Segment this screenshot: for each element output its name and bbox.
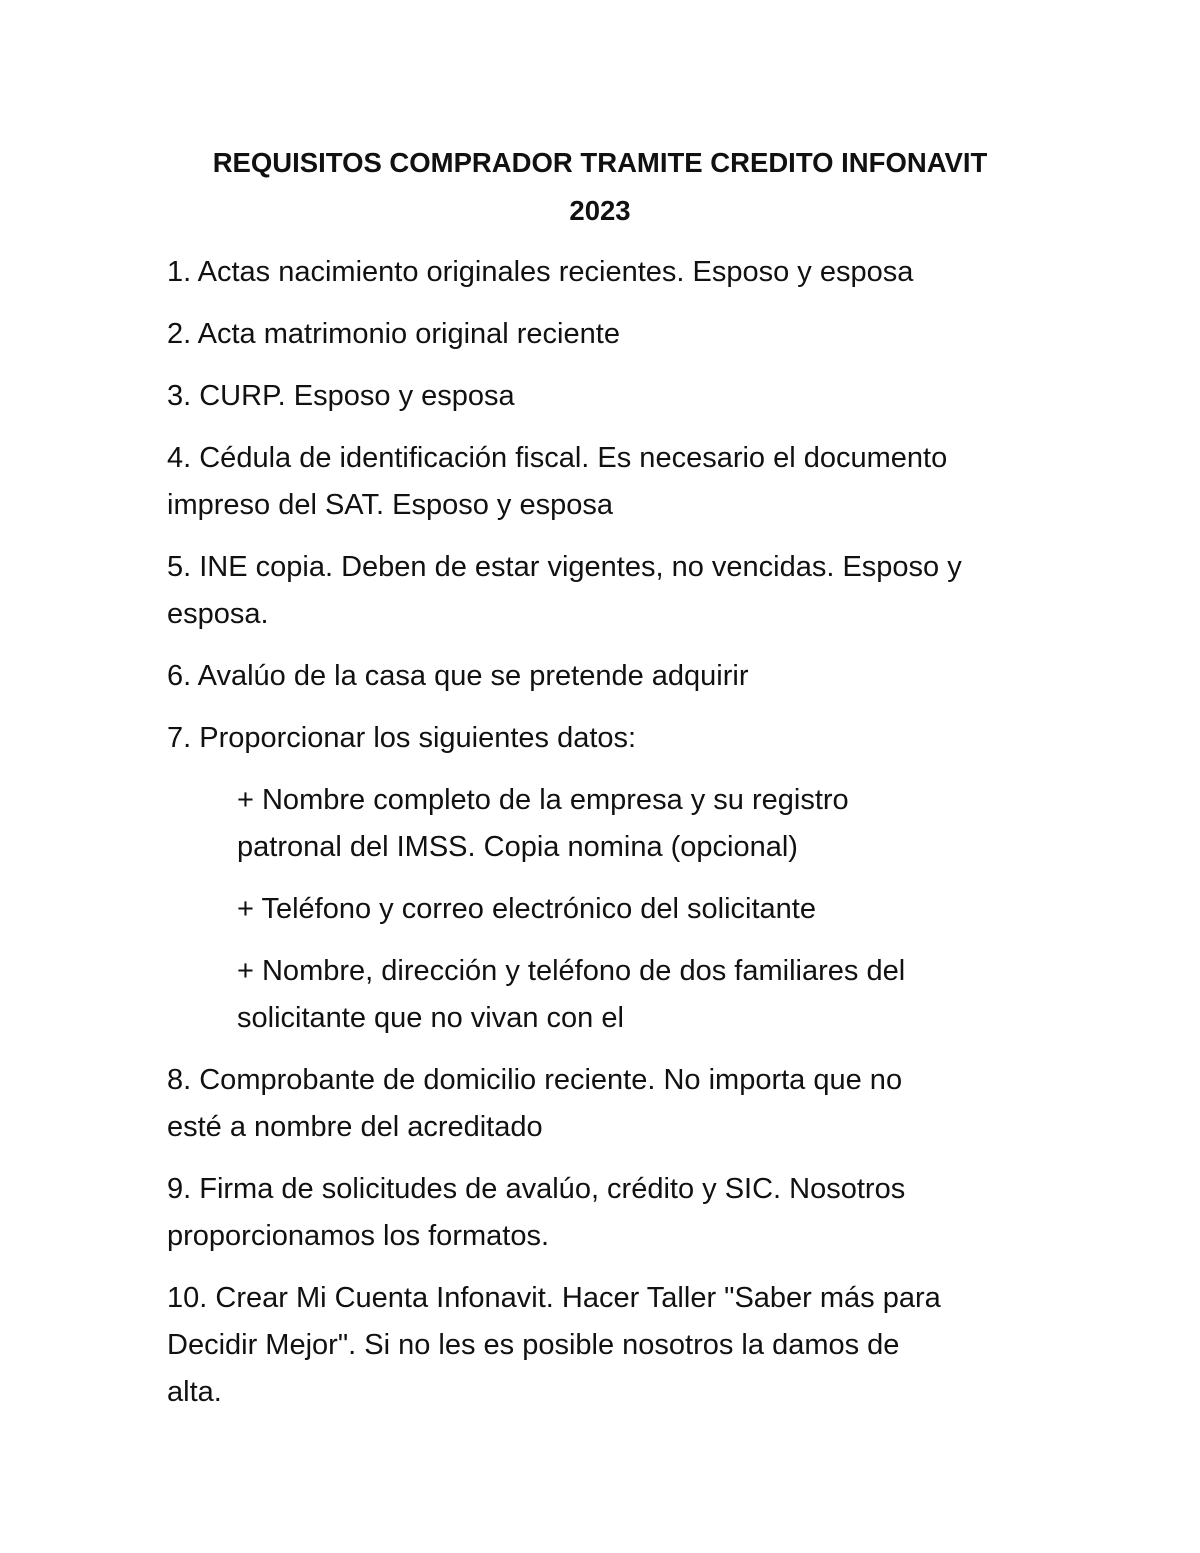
sub-item-1-line-1: + Nombre completo de la empresa y su registro <box>237 784 849 816</box>
list-item-2: 2. Acta matrimonio original reciente <box>167 318 620 350</box>
sub-item-3-line-2: solicitante que no vivan con el <box>237 1002 624 1034</box>
list-item-5-line-2: esposa. <box>167 598 269 630</box>
list-item-10-line-3: alta. <box>167 1376 222 1408</box>
document-title-year <box>150 185 1050 237</box>
list-item-1: 1. Actas nacimiento originales recientes. Esposo y esposa <box>167 256 914 288</box>
list-item-9-line-1: 9. Firma de solicitudes de avalúo, crédito y SIC. Nosotros <box>167 1173 906 1205</box>
list-item-7: 7. Proporcionar los siguientes datos: <box>167 722 637 754</box>
list-item-4-line-1: 4. Cédula de identificación fiscal. Es necesario el documento <box>167 442 948 474</box>
sub-item-3-line-1: + Nombre, dirección y teléfono de dos familiares del <box>237 955 906 987</box>
document-title <box>150 137 1050 189</box>
list-item-6: 6. Avalúo de la casa que se pretende adquirir <box>167 660 749 692</box>
list-item-5-line-1: 5. INE copia. Deben de estar vigentes, no vencidas. Esposo y <box>167 551 962 583</box>
list-item-10-line-2: Decidir Mejor". Si no les es posible nosotros la damos de <box>167 1329 900 1361</box>
list-item-8-line-2: esté a nombre del acreditado <box>167 1111 543 1143</box>
list-item-10-line-1: 10. Crear Mi Cuenta Infonavit. Hacer Taller "Saber más para <box>167 1282 941 1314</box>
title-line-1: REQUISITOS COMPRADOR TRAMITE CREDITO INFONAVIT <box>212 147 988 178</box>
list-item-3: 3. CURP. Esposo y esposa <box>167 380 515 412</box>
list-item-8-line-1: 8. Comprobante de domicilio reciente. No importa que no <box>167 1064 903 1096</box>
list-item-9-line-2: proporcionamos los formatos. <box>167 1220 549 1252</box>
sub-item-1-line-2: patronal del IMSS. Copia nomina (opcional) <box>237 831 798 863</box>
list-item-4-line-2: impreso del SAT. Esposo y esposa <box>167 489 613 521</box>
title-line-2: 2023 <box>569 195 631 226</box>
sub-item-2: + Teléfono y correo electrónico del solicitante <box>237 893 816 925</box>
